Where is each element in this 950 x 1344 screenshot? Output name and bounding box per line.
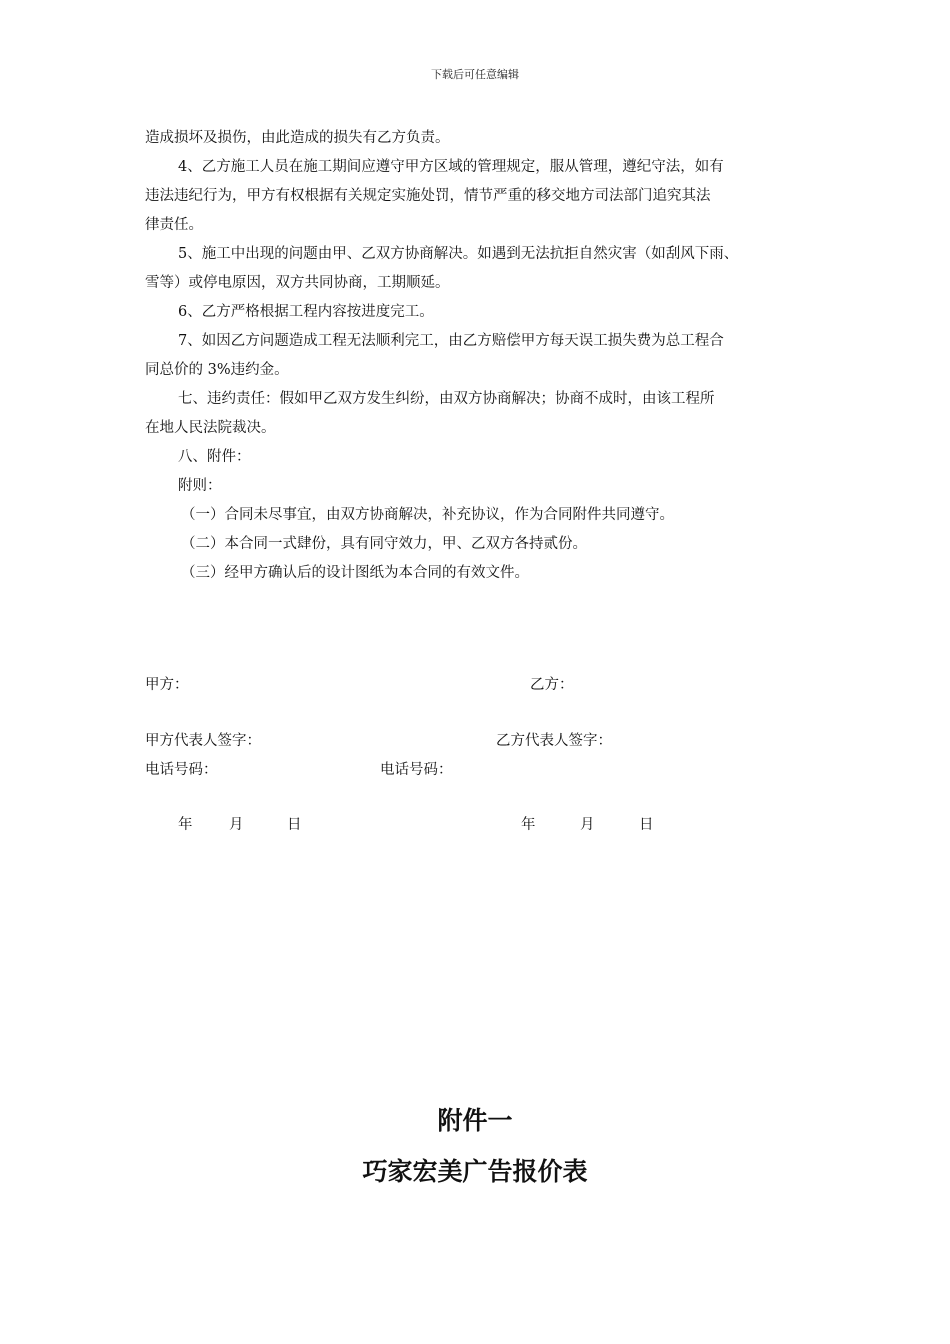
paragraph-line: 造成损坏及损伤，由此造成的损失有乙方负责。 [145,130,450,146]
party-b-date-month: 月 [580,817,595,833]
clause-4-line: 律责任。 [145,217,203,233]
attachment-title: 巧家宏美广告报价表 [362,1157,588,1186]
clause-7-line: 同总价的 3%违约金。 [145,362,289,378]
clause-5-line: 雪等）或停电原因，双方共同协商，工期顺延。 [145,275,450,291]
party-b-phone-label: 电话号码： [380,762,453,778]
clause-7-line: 7、如因乙方问题造成工程无法顺利完工，由乙方赔偿甲方每天误工损失费为总工程合 [178,333,724,349]
party-a-rep-signature-label: 甲方代表人签字： [145,733,261,749]
clause-4-line: 违法违纪行为，甲方有权根据有关规定实施处罚，情节严重的移交地方司法部门追究其法 [145,188,711,204]
supplementary-item: （三）经甲方确认后的设计图纸为本合同的有效文件。 [181,565,529,581]
contract-body [145,124,810,588]
breach-clause-line: 七、违约责任：假如甲乙双方发生纠纷，由双方协商解决；协商不成时，由该工程所 [178,391,715,407]
party-b-label: 乙方： [530,677,574,693]
party-a-date-year: 年 [178,817,193,833]
supplementary-item: （一）合同未尽事宜，由双方协商解决，补充协议，作为合同附件共同遵守。 [181,507,674,523]
party-a-label: 甲方： [145,677,189,693]
breach-clause-line: 在地人民法院裁决。 [145,420,276,436]
party-b-date-day: 日 [639,817,654,833]
page-header-note: 下载后可任意编辑 [431,68,519,81]
clause-6-line: 6、乙方严格根据工程内容按进度完工。 [178,304,434,320]
clause-5-line: 5、施工中出现的问题由甲、乙双方协商解决。如遇到无法抗拒自然灾害（如刮风下雨、 [178,246,739,262]
party-a-phone-label: 电话号码： [145,762,218,778]
attachments-heading: 八、附件： [178,449,251,465]
party-a-date-day: 日 [287,817,302,833]
supplementary-heading: 附则： [178,478,222,494]
party-a-date-month: 月 [229,817,244,833]
clause-4-line: 4、乙方施工人员在施工期间应遵守甲方区域的管理规定，服从管理，遵纪守法，如有 [178,159,724,175]
party-b-rep-signature-label: 乙方代表人签字： [496,733,612,749]
party-b-date-year: 年 [521,817,536,833]
attachment-label: 附件一 [437,1106,513,1135]
supplementary-item: （二）本合同一式肆份，具有同守效力，甲、乙双方各持贰份。 [181,536,587,552]
